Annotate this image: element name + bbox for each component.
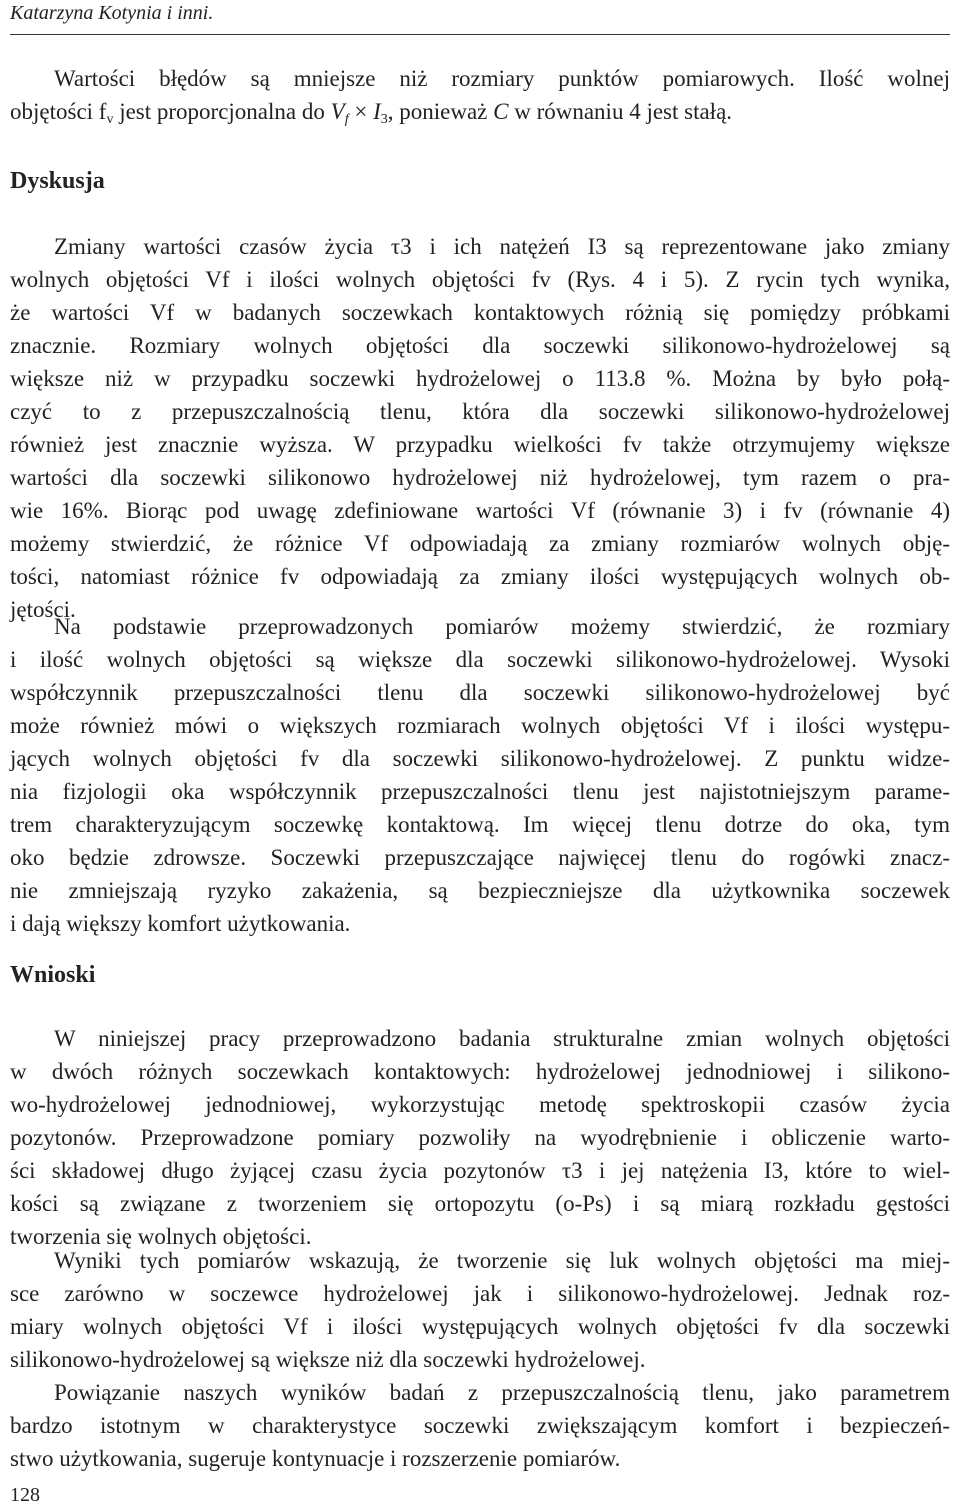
text-line: tości, natomiast różnice fv odpowiadają za zmiany ilości występujących wolnych ob- bbox=[10, 564, 950, 589]
text-line: Zmiany wartości czasów życia τ3 i ich natężeń I3 są reprezentowane jako zmiany bbox=[54, 234, 950, 259]
section-heading-discussion: Dyskusja bbox=[10, 168, 105, 194]
text-line: Powiązanie naszych wyników badań z przepuszczalnością tlenu, jako parametrem bbox=[54, 1380, 950, 1405]
text-line: bardzo istotnym w charakterystyce soczewki zwiększającym komfort i bezpieczeń- bbox=[10, 1413, 950, 1438]
section-heading-conclusions: Wnioski bbox=[10, 962, 96, 988]
page-number: 128 bbox=[10, 1484, 40, 1506]
conclusions-paragraph-3 bbox=[10, 1376, 950, 1475]
text-line: również jest znacznie wyższa. W przypadku wielkości fv także otrzymujemy większe bbox=[10, 432, 950, 457]
conclusions-paragraph-1 bbox=[10, 1022, 950, 1253]
text-line: znacznie. Rozmiary wolnych objętości dla soczewki silikonowo-hydrożelowej są bbox=[10, 333, 950, 358]
text-line: W niniejszej pracy przeprowadzono badania strukturalne zmian wolnych objętości bbox=[54, 1026, 950, 1051]
text-line: silikonowo-hydrożelowej są większe niż dla soczewki hydrożelowej. bbox=[10, 1347, 646, 1372]
text-line: pozytonów. Przeprowadzone pomiary pozwoliły na wyodrębnienie i obliczenie warto- bbox=[10, 1125, 950, 1150]
text-line: może również mówi o większych rozmiarach wolnych objętości Vf i ilości występu- bbox=[10, 713, 950, 738]
text-line: i dają większy komfort użytkowania. bbox=[10, 911, 351, 936]
text-line: wie 16%. Biorąc pod uwagę zdefiniowane wartości Vf (równanie 3) i fv (równanie 4) bbox=[10, 498, 950, 523]
intro-paragraph bbox=[10, 62, 950, 128]
text-line: Wartości błędów są mniejsze niż rozmiary punktów pomiarowych. Ilość wolnej bbox=[54, 66, 950, 91]
text-line: że wartości Vf w badanych soczewkach kontaktowych różnią się pomiędzy próbkami bbox=[10, 300, 950, 325]
text-line: ści składowej długo żyjącej czasu życia pozytonów τ3 i jej natężenia I3, które to wiel- bbox=[10, 1158, 950, 1183]
discussion-paragraph-2 bbox=[10, 610, 950, 940]
text-line: możemy stwierdzić, że różnice Vf odpowiadają za zmiany rozmiarów wolnych obję- bbox=[10, 531, 950, 556]
running-head: Katarzyna Kotynia i inni. bbox=[10, 2, 214, 24]
text-line: sce zarówno w soczewce hydrożelowej jak i silikonowo-hydrożelowej. Jednak roz- bbox=[10, 1281, 950, 1306]
text-line: wo-hydrożelowej jednodniowej, wykorzystując metodę spektroskopii czasów życia bbox=[10, 1092, 950, 1117]
text-line: czyć to z przepuszczalnością tlenu, która dla soczewki silikonowo-hydrożelowej bbox=[10, 399, 950, 424]
header-rule bbox=[10, 34, 950, 35]
text-line: oko będzie zdrowsze. Soczewki przepuszczające najwięcej tlenu do rogówki znacz- bbox=[10, 845, 950, 870]
text-line: tworzenia się wolnych objętości. bbox=[10, 1224, 312, 1249]
text-line: i ilość wolnych objętości są większe dla soczewki silikonowo-hydrożelowej. Wysoki bbox=[10, 647, 950, 672]
text-line: Wyniki tych pomiarów wskazują, że tworzenie się luk wolnych objętości ma miej- bbox=[54, 1248, 950, 1273]
text-line: kości są związane z tworzeniem się ortopozytu (o-Ps) i są miarą rozkładu gęstości bbox=[10, 1191, 950, 1216]
text-line: w dwóch różnych soczewkach kontaktowych: hydrożelowej jednodniowej i silikono- bbox=[10, 1059, 950, 1084]
conclusions-paragraph-2 bbox=[10, 1244, 950, 1376]
text-line: współczynnik przepuszczalności tlenu dla soczewki silikonowo-hydrożelowej być bbox=[10, 680, 950, 705]
text-line: stwo użytkowania, sugeruje kontynuacje i rozszerzenie pomiarów. bbox=[10, 1446, 621, 1471]
text-line: większe niż w przypadku soczewki hydrożelowej o 113.8 %. Można by było połą- bbox=[10, 366, 950, 391]
text-line: wolnych objętości Vf i ilości wolnych objętości fv (Rys. 4 i 5). Z rycin tych wynika, bbox=[10, 267, 950, 292]
text-line: nie zmniejszają ryzyko zakażenia, są bezpieczniejsze dla użytkownika soczewek bbox=[10, 878, 950, 903]
text-line: wartości dla soczewki silikonowo hydrożelowej niż hydrożelowej, tym razem o pra- bbox=[10, 465, 950, 490]
text-line: jących wolnych objętości fv dla soczewki silikonowo-hydrożelowej. Z punktu widze- bbox=[10, 746, 950, 771]
text-line: Na podstawie przeprowadzonych pomiarów możemy stwierdzić, że rozmiary bbox=[54, 614, 950, 639]
text-line: miary wolnych objętości Vf i ilości występujących wolnych objętości fv dla soczewki bbox=[10, 1314, 950, 1339]
text-line: objętości $f_v$ jest proporcjonalna do $V_f \times I_3$, ponieważ C w równaniu 4 jest stałą. bbox=[10, 99, 733, 127]
text-line: trem charakteryzującym soczewkę kontaktową. Im więcej tlenu dotrze do oka, tym bbox=[10, 812, 950, 837]
text-line: jętości. bbox=[10, 597, 76, 622]
discussion-paragraph-1 bbox=[10, 230, 950, 626]
text-line: nia fizjologii oka współczynnik przepuszczalności tlenu jest najistotniejszym parame- bbox=[10, 779, 950, 804]
